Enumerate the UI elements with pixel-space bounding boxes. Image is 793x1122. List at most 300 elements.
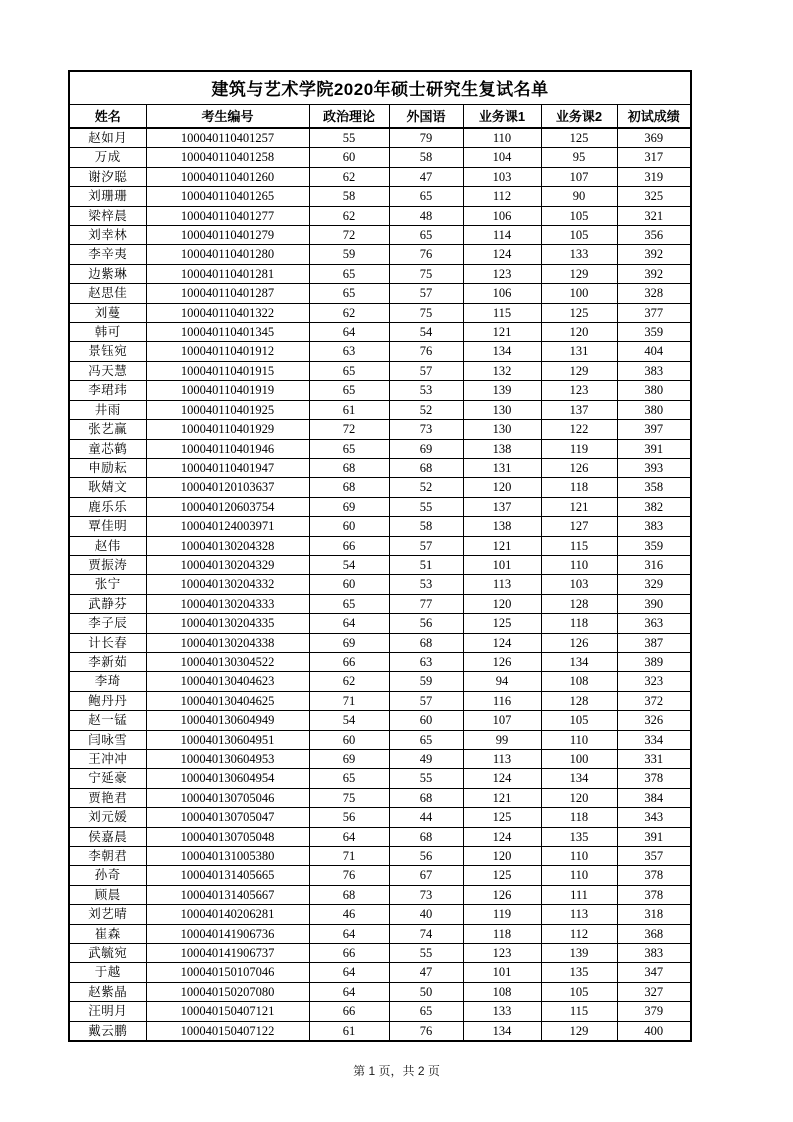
course2-score-cell: 137 — [541, 400, 617, 419]
foreign-language-score-cell: 52 — [389, 400, 463, 419]
candidate-id-cell: 100040131405665 — [146, 866, 309, 885]
name-cell: 李珺玮 — [69, 381, 146, 400]
politics-score-cell: 54 — [309, 555, 389, 574]
name-cell: 侯嘉晨 — [69, 827, 146, 846]
table-header-row — [69, 104, 691, 128]
politics-score-cell: 55 — [309, 128, 389, 148]
column-header-name: 姓名 — [69, 104, 146, 128]
name-cell: 张宁 — [69, 575, 146, 594]
course2-score-cell: 118 — [541, 614, 617, 633]
course1-score-cell: 113 — [463, 575, 541, 594]
name-cell: 张艺赢 — [69, 420, 146, 439]
total-score-cell: 347 — [617, 963, 691, 982]
table-row — [69, 264, 691, 283]
candidate-id-cell: 100040110401257 — [146, 128, 309, 148]
course1-score-cell: 124 — [463, 769, 541, 788]
foreign-language-score-cell: 79 — [389, 128, 463, 148]
politics-score-cell: 66 — [309, 944, 389, 963]
column-header-total-score: 初试成绩 — [617, 104, 691, 128]
total-score-cell: 326 — [617, 711, 691, 730]
course2-score-cell: 126 — [541, 458, 617, 477]
table-row — [69, 517, 691, 536]
politics-score-cell: 65 — [309, 594, 389, 613]
name-cell: 赵思佳 — [69, 284, 146, 303]
table-row — [69, 555, 691, 574]
name-cell: 刘珊珊 — [69, 187, 146, 206]
total-score-cell: 383 — [617, 361, 691, 380]
foreign-language-score-cell: 53 — [389, 381, 463, 400]
course2-score-cell: 125 — [541, 303, 617, 322]
course1-score-cell: 103 — [463, 167, 541, 186]
course2-score-cell: 112 — [541, 924, 617, 943]
name-cell: 闫咏雪 — [69, 730, 146, 749]
foreign-language-score-cell: 75 — [389, 303, 463, 322]
course2-score-cell: 139 — [541, 944, 617, 963]
course1-score-cell: 138 — [463, 517, 541, 536]
candidate-id-cell: 100040110401281 — [146, 264, 309, 283]
foreign-language-score-cell: 65 — [389, 226, 463, 245]
table-row — [69, 885, 691, 904]
course1-score-cell: 124 — [463, 827, 541, 846]
name-cell: 赵紫晶 — [69, 982, 146, 1001]
foreign-language-score-cell: 57 — [389, 361, 463, 380]
politics-score-cell: 60 — [309, 730, 389, 749]
foreign-language-score-cell: 73 — [389, 885, 463, 904]
name-cell: 戴云鹏 — [69, 1021, 146, 1041]
table-row — [69, 342, 691, 361]
foreign-language-score-cell: 60 — [389, 711, 463, 730]
total-score-cell: 382 — [617, 497, 691, 516]
course2-score-cell: 128 — [541, 594, 617, 613]
course1-score-cell: 130 — [463, 400, 541, 419]
total-score-cell: 329 — [617, 575, 691, 594]
course2-score-cell: 118 — [541, 808, 617, 827]
name-cell: 宁延豪 — [69, 769, 146, 788]
total-score-cell: 359 — [617, 536, 691, 555]
name-cell: 申励耘 — [69, 458, 146, 477]
table-row — [69, 924, 691, 943]
foreign-language-score-cell: 73 — [389, 420, 463, 439]
table-row — [69, 381, 691, 400]
candidate-id-cell: 100040150407122 — [146, 1021, 309, 1041]
table-row — [69, 439, 691, 458]
politics-score-cell: 66 — [309, 652, 389, 671]
politics-score-cell: 64 — [309, 323, 389, 342]
table-row — [69, 827, 691, 846]
course1-score-cell: 130 — [463, 420, 541, 439]
table-row — [69, 944, 691, 963]
table-row — [69, 226, 691, 245]
total-score-cell: 318 — [617, 905, 691, 924]
total-score-cell: 319 — [617, 167, 691, 186]
total-score-cell: 372 — [617, 691, 691, 710]
table-row — [69, 400, 691, 419]
foreign-language-score-cell: 76 — [389, 245, 463, 264]
foreign-language-score-cell: 51 — [389, 555, 463, 574]
candidate-id-cell: 100040130204329 — [146, 555, 309, 574]
course1-score-cell: 120 — [463, 847, 541, 866]
name-cell: 井雨 — [69, 400, 146, 419]
course2-score-cell: 113 — [541, 905, 617, 924]
total-score-cell: 327 — [617, 982, 691, 1001]
name-cell: 谢汐聪 — [69, 167, 146, 186]
course1-score-cell: 125 — [463, 808, 541, 827]
table-row — [69, 167, 691, 186]
total-score-cell: 391 — [617, 439, 691, 458]
name-cell: 覃佳明 — [69, 517, 146, 536]
table-row — [69, 303, 691, 322]
course2-score-cell: 105 — [541, 711, 617, 730]
politics-score-cell: 75 — [309, 788, 389, 807]
table-row — [69, 187, 691, 206]
name-cell: 刘幸林 — [69, 226, 146, 245]
politics-score-cell: 63 — [309, 342, 389, 361]
name-cell: 刘蔓 — [69, 303, 146, 322]
candidate-id-cell: 100040130204338 — [146, 633, 309, 652]
name-cell: 童芯鹤 — [69, 439, 146, 458]
course1-score-cell: 120 — [463, 594, 541, 613]
politics-score-cell: 64 — [309, 982, 389, 1001]
total-score-cell: 400 — [617, 1021, 691, 1041]
foreign-language-score-cell: 68 — [389, 458, 463, 477]
table-row — [69, 982, 691, 1001]
candidate-id-cell: 100040150407121 — [146, 1002, 309, 1021]
course1-score-cell: 101 — [463, 555, 541, 574]
column-header-course1: 业务课1 — [463, 104, 541, 128]
name-cell: 于越 — [69, 963, 146, 982]
total-score-cell: 380 — [617, 400, 691, 419]
candidate-id-cell: 100040130604954 — [146, 769, 309, 788]
politics-score-cell: 72 — [309, 420, 389, 439]
foreign-language-score-cell: 65 — [389, 187, 463, 206]
course2-score-cell: 135 — [541, 963, 617, 982]
total-score-cell: 323 — [617, 672, 691, 691]
candidate-id-cell: 100040110401912 — [146, 342, 309, 361]
course2-score-cell: 131 — [541, 342, 617, 361]
name-cell: 计长春 — [69, 633, 146, 652]
politics-score-cell: 65 — [309, 381, 389, 400]
course1-score-cell: 133 — [463, 1002, 541, 1021]
course2-score-cell: 119 — [541, 439, 617, 458]
politics-score-cell: 76 — [309, 866, 389, 885]
name-cell: 李琦 — [69, 672, 146, 691]
candidate-id-cell: 100040124003971 — [146, 517, 309, 536]
course2-score-cell: 118 — [541, 478, 617, 497]
total-score-cell: 377 — [617, 303, 691, 322]
foreign-language-score-cell: 48 — [389, 206, 463, 225]
candidate-id-cell: 100040110401265 — [146, 187, 309, 206]
politics-score-cell: 60 — [309, 148, 389, 167]
name-cell: 赵一锰 — [69, 711, 146, 730]
table-row — [69, 652, 691, 671]
table-row — [69, 575, 691, 594]
foreign-language-score-cell: 52 — [389, 478, 463, 497]
name-cell: 李子辰 — [69, 614, 146, 633]
course1-score-cell: 116 — [463, 691, 541, 710]
course2-score-cell: 100 — [541, 284, 617, 303]
candidate-id-cell: 100040110401947 — [146, 458, 309, 477]
name-cell: 汪明月 — [69, 1002, 146, 1021]
course2-score-cell: 129 — [541, 361, 617, 380]
total-score-cell: 378 — [617, 885, 691, 904]
course2-score-cell: 135 — [541, 827, 617, 846]
course2-score-cell: 105 — [541, 226, 617, 245]
table-row — [69, 1002, 691, 1021]
foreign-language-score-cell: 59 — [389, 672, 463, 691]
candidate-id-cell: 100040130705046 — [146, 788, 309, 807]
course1-score-cell: 134 — [463, 1021, 541, 1041]
name-cell: 耿婧文 — [69, 478, 146, 497]
politics-score-cell: 62 — [309, 167, 389, 186]
table-row — [69, 691, 691, 710]
course1-score-cell: 101 — [463, 963, 541, 982]
total-score-cell: 359 — [617, 323, 691, 342]
course2-score-cell: 100 — [541, 750, 617, 769]
foreign-language-score-cell: 75 — [389, 264, 463, 283]
politics-score-cell: 62 — [309, 672, 389, 691]
name-cell: 李朝君 — [69, 847, 146, 866]
name-cell: 鹿乐乐 — [69, 497, 146, 516]
candidate-id-cell: 100040110401260 — [146, 167, 309, 186]
politics-score-cell: 64 — [309, 827, 389, 846]
course1-score-cell: 126 — [463, 885, 541, 904]
course2-score-cell: 105 — [541, 982, 617, 1001]
total-score-cell: 393 — [617, 458, 691, 477]
table-row — [69, 245, 691, 264]
total-score-cell: 369 — [617, 128, 691, 148]
table-row — [69, 769, 691, 788]
table-row — [69, 711, 691, 730]
name-cell: 王冲冲 — [69, 750, 146, 769]
candidate-id-cell: 100040110401345 — [146, 323, 309, 342]
total-score-cell: 358 — [617, 478, 691, 497]
candidate-id-cell: 100040150207080 — [146, 982, 309, 1001]
course2-score-cell: 111 — [541, 885, 617, 904]
table-row — [69, 866, 691, 885]
candidate-id-cell: 100040150107046 — [146, 963, 309, 982]
name-cell: 刘元媛 — [69, 808, 146, 827]
foreign-language-score-cell: 40 — [389, 905, 463, 924]
foreign-language-score-cell: 76 — [389, 342, 463, 361]
politics-score-cell: 72 — [309, 226, 389, 245]
table-row — [69, 420, 691, 439]
name-cell: 万成 — [69, 148, 146, 167]
table-row — [69, 478, 691, 497]
course1-score-cell: 138 — [463, 439, 541, 458]
total-score-cell: 387 — [617, 633, 691, 652]
politics-score-cell: 64 — [309, 963, 389, 982]
column-header-politics: 政治理论 — [309, 104, 389, 128]
course2-score-cell: 126 — [541, 633, 617, 652]
table-row — [69, 788, 691, 807]
candidate-id-cell: 100040110401277 — [146, 206, 309, 225]
course2-score-cell: 134 — [541, 769, 617, 788]
candidate-id-cell: 100040141906736 — [146, 924, 309, 943]
course1-score-cell: 132 — [463, 361, 541, 380]
name-cell: 武静芬 — [69, 594, 146, 613]
name-cell: 鲍丹丹 — [69, 691, 146, 710]
course1-score-cell: 107 — [463, 711, 541, 730]
table-row — [69, 1021, 691, 1041]
table-row — [69, 730, 691, 749]
politics-score-cell: 58 — [309, 187, 389, 206]
course1-score-cell: 120 — [463, 478, 541, 497]
candidate-id-cell: 100040130204335 — [146, 614, 309, 633]
foreign-language-score-cell: 67 — [389, 866, 463, 885]
total-score-cell: 384 — [617, 788, 691, 807]
politics-score-cell: 65 — [309, 264, 389, 283]
candidate-id-cell: 100040110401915 — [146, 361, 309, 380]
total-score-cell: 379 — [617, 1002, 691, 1021]
course1-score-cell: 110 — [463, 128, 541, 148]
candidate-id-cell: 100040110401287 — [146, 284, 309, 303]
table-row — [69, 750, 691, 769]
table-row — [69, 808, 691, 827]
name-cell: 韩可 — [69, 323, 146, 342]
column-header-foreign-language: 外国语 — [389, 104, 463, 128]
name-cell: 冯天慧 — [69, 361, 146, 380]
total-score-cell: 368 — [617, 924, 691, 943]
total-score-cell: 363 — [617, 614, 691, 633]
table-row — [69, 614, 691, 633]
course1-score-cell: 124 — [463, 245, 541, 264]
foreign-language-score-cell: 56 — [389, 614, 463, 633]
course2-score-cell: 129 — [541, 1021, 617, 1041]
foreign-language-score-cell: 55 — [389, 944, 463, 963]
candidate-id-cell: 100040130204333 — [146, 594, 309, 613]
politics-score-cell: 69 — [309, 633, 389, 652]
foreign-language-score-cell: 47 — [389, 167, 463, 186]
politics-score-cell: 61 — [309, 400, 389, 419]
page-number-footer: 第 1 页，共 2 页 — [353, 1064, 440, 1078]
candidate-id-cell: 100040110401279 — [146, 226, 309, 245]
course1-score-cell: 112 — [463, 187, 541, 206]
course2-score-cell: 129 — [541, 264, 617, 283]
politics-score-cell: 61 — [309, 1021, 389, 1041]
total-score-cell: 380 — [617, 381, 691, 400]
course2-score-cell: 122 — [541, 420, 617, 439]
name-cell: 赵伟 — [69, 536, 146, 555]
total-score-cell: 357 — [617, 847, 691, 866]
total-score-cell: 317 — [617, 148, 691, 167]
course2-score-cell: 110 — [541, 555, 617, 574]
table-row — [69, 458, 691, 477]
foreign-language-score-cell: 76 — [389, 1021, 463, 1041]
name-cell: 李辛夷 — [69, 245, 146, 264]
politics-score-cell: 65 — [309, 769, 389, 788]
total-score-cell: 334 — [617, 730, 691, 749]
table-row — [69, 633, 691, 652]
candidate-id-cell: 100040110401322 — [146, 303, 309, 322]
name-cell: 贾艳君 — [69, 788, 146, 807]
total-score-cell: 343 — [617, 808, 691, 827]
course1-score-cell: 115 — [463, 303, 541, 322]
candidate-id-cell: 100040120603754 — [146, 497, 309, 516]
politics-score-cell: 69 — [309, 497, 389, 516]
candidate-id-cell: 100040131405667 — [146, 885, 309, 904]
course1-score-cell: 119 — [463, 905, 541, 924]
course1-score-cell: 123 — [463, 944, 541, 963]
politics-score-cell: 66 — [309, 1002, 389, 1021]
course1-score-cell: 124 — [463, 633, 541, 652]
name-cell: 顾晨 — [69, 885, 146, 904]
foreign-language-score-cell: 58 — [389, 517, 463, 536]
course2-score-cell: 120 — [541, 323, 617, 342]
title-row — [69, 71, 691, 104]
table-row — [69, 361, 691, 380]
course1-score-cell: 118 — [463, 924, 541, 943]
column-header-candidate-id: 考生编号 — [146, 104, 309, 128]
total-score-cell: 390 — [617, 594, 691, 613]
name-cell: 李新茹 — [69, 652, 146, 671]
name-cell: 孙奇 — [69, 866, 146, 885]
foreign-language-score-cell: 63 — [389, 652, 463, 671]
course1-score-cell: 104 — [463, 148, 541, 167]
total-score-cell: 325 — [617, 187, 691, 206]
course1-score-cell: 121 — [463, 323, 541, 342]
politics-score-cell: 71 — [309, 691, 389, 710]
name-cell: 刘艺晴 — [69, 905, 146, 924]
table-row — [69, 536, 691, 555]
course2-score-cell: 90 — [541, 187, 617, 206]
candidate-id-cell: 100040141906737 — [146, 944, 309, 963]
total-score-cell: 321 — [617, 206, 691, 225]
foreign-language-score-cell: 49 — [389, 750, 463, 769]
candidate-id-cell: 100040110401280 — [146, 245, 309, 264]
candidate-id-cell: 100040130404625 — [146, 691, 309, 710]
course1-score-cell: 114 — [463, 226, 541, 245]
course2-score-cell: 110 — [541, 866, 617, 885]
name-cell: 景钰宛 — [69, 342, 146, 361]
candidate-id-cell: 100040140206281 — [146, 905, 309, 924]
course2-score-cell: 134 — [541, 652, 617, 671]
politics-score-cell: 54 — [309, 711, 389, 730]
course1-score-cell: 94 — [463, 672, 541, 691]
politics-score-cell: 60 — [309, 575, 389, 594]
politics-score-cell: 46 — [309, 905, 389, 924]
table-row — [69, 672, 691, 691]
politics-score-cell: 69 — [309, 750, 389, 769]
course1-score-cell: 126 — [463, 652, 541, 671]
candidate-id-cell: 100040110401925 — [146, 400, 309, 419]
candidate-id-cell: 100040131005380 — [146, 847, 309, 866]
politics-score-cell: 62 — [309, 303, 389, 322]
course2-score-cell: 103 — [541, 575, 617, 594]
politics-score-cell: 65 — [309, 284, 389, 303]
course1-score-cell: 121 — [463, 536, 541, 555]
total-score-cell: 404 — [617, 342, 691, 361]
score-table — [68, 70, 692, 1042]
course2-score-cell: 127 — [541, 517, 617, 536]
course1-score-cell: 99 — [463, 730, 541, 749]
candidate-id-cell: 100040130705048 — [146, 827, 309, 846]
candidate-id-cell: 100040130404623 — [146, 672, 309, 691]
politics-score-cell: 65 — [309, 361, 389, 380]
course2-score-cell: 115 — [541, 1002, 617, 1021]
politics-score-cell: 64 — [309, 924, 389, 943]
candidate-id-cell: 100040130604951 — [146, 730, 309, 749]
course2-score-cell: 110 — [541, 847, 617, 866]
foreign-language-score-cell: 69 — [389, 439, 463, 458]
foreign-language-score-cell: 53 — [389, 575, 463, 594]
course1-score-cell: 123 — [463, 264, 541, 283]
course2-score-cell: 123 — [541, 381, 617, 400]
course1-score-cell: 131 — [463, 458, 541, 477]
course1-score-cell: 137 — [463, 497, 541, 516]
foreign-language-score-cell: 50 — [389, 982, 463, 1001]
foreign-language-score-cell: 44 — [389, 808, 463, 827]
foreign-language-score-cell: 68 — [389, 827, 463, 846]
